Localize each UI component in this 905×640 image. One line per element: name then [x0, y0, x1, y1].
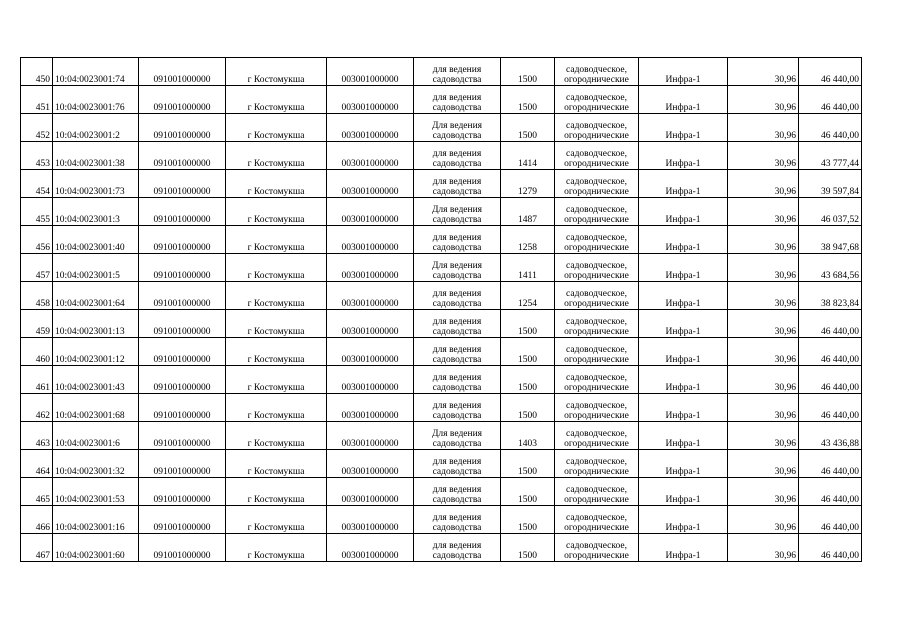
oktmo-code-cell: 091001000000: [139, 338, 226, 366]
area-cell: 1500: [501, 534, 555, 562]
use-type-line-2: огороднические: [564, 271, 629, 281]
use-type-cell: [555, 86, 639, 114]
permitted-use-cell: [414, 142, 501, 170]
table-row: [21, 142, 862, 170]
area-cell: 1500: [501, 310, 555, 338]
use-type-line-1: садоводческое,: [566, 149, 627, 159]
category-code-cell: 003001000000: [327, 478, 414, 506]
cadastral-number-cell: 10:04:0023001:73: [53, 170, 139, 198]
permitted-use-line-1: для ведения: [432, 373, 482, 383]
table-row: [21, 422, 862, 450]
use-type-cell: [555, 366, 639, 394]
cadastral-number-cell: 10:04:0023001:53: [53, 478, 139, 506]
oktmo-code-cell: 091001000000: [139, 86, 226, 114]
rate-cell: 30,96: [728, 58, 799, 86]
oktmo-code-cell: 091001000000: [139, 534, 226, 562]
use-type-cell: [555, 450, 639, 478]
locality-cell: г Костомукша: [226, 338, 327, 366]
table-row: [21, 366, 862, 394]
rate-cell: 30,96: [728, 114, 799, 142]
oktmo-code-cell: 091001000000: [139, 58, 226, 86]
row-number-cell: 451: [21, 86, 53, 114]
infrastructure-cell: Инфра-1: [639, 142, 728, 170]
use-type-line-2: огороднические: [564, 243, 629, 253]
infrastructure-cell: Инфра-1: [639, 226, 728, 254]
locality-cell: г Костомукша: [226, 86, 327, 114]
permitted-use-cell: [414, 198, 501, 226]
area-cell: 1500: [501, 86, 555, 114]
rate-cell: 30,96: [728, 170, 799, 198]
use-type-cell: [555, 310, 639, 338]
locality-cell: г Костомукша: [226, 366, 327, 394]
use-type-cell: [555, 282, 639, 310]
locality-cell: г Костомукша: [226, 58, 327, 86]
permitted-use-line-1: для ведения: [432, 485, 482, 495]
area-cell: 1500: [501, 338, 555, 366]
rate-cell: 30,96: [728, 394, 799, 422]
use-type-line-2: огороднические: [564, 467, 629, 477]
permitted-use-cell: [414, 422, 501, 450]
row-number-cell: 455: [21, 198, 53, 226]
infrastructure-cell: Инфра-1: [639, 338, 728, 366]
use-type-cell: [555, 142, 639, 170]
permitted-use-line-1: для ведения: [432, 457, 482, 467]
permitted-use-cell: [414, 534, 501, 562]
permitted-use-line-2: садоводства: [432, 271, 482, 281]
infrastructure-cell: Инфра-1: [639, 58, 728, 86]
locality-cell: г Костомукша: [226, 142, 327, 170]
land-register-table: [20, 57, 862, 562]
area-cell: 1500: [501, 506, 555, 534]
area-cell: 1414: [501, 142, 555, 170]
oktmo-code-cell: 091001000000: [139, 478, 226, 506]
table-row: [21, 310, 862, 338]
row-number-cell: 458: [21, 282, 53, 310]
use-type-cell: [555, 254, 639, 282]
use-type-line-2: огороднические: [564, 383, 629, 393]
permitted-use-line-1: Для ведения: [431, 261, 483, 271]
category-code-cell: 003001000000: [327, 114, 414, 142]
cadastral-number-cell: 10:04:0023001:13: [53, 310, 139, 338]
use-type-line-1: садоводческое,: [566, 233, 627, 243]
table-row: [21, 478, 862, 506]
category-code-cell: 003001000000: [327, 310, 414, 338]
permitted-use-line-2: садоводства: [432, 467, 482, 477]
cadastral-number-cell: 10:04:0023001:40: [53, 226, 139, 254]
row-number-cell: 450: [21, 58, 53, 86]
rate-cell: 30,96: [728, 506, 799, 534]
cadastral-number-cell: 10:04:0023001:32: [53, 450, 139, 478]
rate-cell: 30,96: [728, 366, 799, 394]
permitted-use-line-1: для ведения: [432, 513, 482, 523]
permitted-use-cell: [414, 394, 501, 422]
locality-cell: г Костомукша: [226, 534, 327, 562]
category-code-cell: 003001000000: [327, 226, 414, 254]
infrastructure-cell: Инфра-1: [639, 366, 728, 394]
rate-cell: 30,96: [728, 254, 799, 282]
category-code-cell: 003001000000: [327, 338, 414, 366]
cadastral-value-cell: 43 436,88: [799, 422, 862, 450]
category-code-cell: 003001000000: [327, 282, 414, 310]
area-cell: 1500: [501, 450, 555, 478]
oktmo-code-cell: 091001000000: [139, 506, 226, 534]
locality-cell: г Костомукша: [226, 422, 327, 450]
oktmo-code-cell: 091001000000: [139, 170, 226, 198]
cadastral-value-cell: 46 440,00: [799, 114, 862, 142]
oktmo-code-cell: 091001000000: [139, 142, 226, 170]
oktmo-code-cell: 091001000000: [139, 282, 226, 310]
rate-cell: 30,96: [728, 534, 799, 562]
cadastral-number-cell: 10:04:0023001:5: [53, 254, 139, 282]
use-type-cell: [555, 478, 639, 506]
category-code-cell: 003001000000: [327, 506, 414, 534]
permitted-use-line-1: для ведения: [432, 317, 482, 327]
rate-cell: 30,96: [728, 198, 799, 226]
rate-cell: 30,96: [728, 422, 799, 450]
use-type-cell: [555, 394, 639, 422]
permitted-use-line-2: садоводства: [432, 355, 482, 365]
permitted-use-cell: [414, 86, 501, 114]
permitted-use-cell: [414, 226, 501, 254]
oktmo-code-cell: 091001000000: [139, 254, 226, 282]
locality-cell: г Костомукша: [226, 114, 327, 142]
infrastructure-cell: Инфра-1: [639, 282, 728, 310]
locality-cell: г Костомукша: [226, 282, 327, 310]
category-code-cell: 003001000000: [327, 170, 414, 198]
use-type-line-1: садоводческое,: [566, 457, 627, 467]
use-type-cell: [555, 338, 639, 366]
infrastructure-cell: Инфра-1: [639, 478, 728, 506]
use-type-line-1: садоводческое,: [566, 541, 627, 551]
row-number-cell: 456: [21, 226, 53, 254]
rate-cell: 30,96: [728, 86, 799, 114]
permitted-use-line-2: садоводства: [432, 411, 482, 421]
oktmo-code-cell: 091001000000: [139, 198, 226, 226]
use-type-cell: [555, 114, 639, 142]
permitted-use-line-2: садоводства: [432, 299, 482, 309]
permitted-use-line-1: для ведения: [432, 233, 482, 243]
rate-cell: 30,96: [728, 450, 799, 478]
locality-cell: г Костомукша: [226, 450, 327, 478]
cadastral-value-cell: 38 947,68: [799, 226, 862, 254]
permitted-use-line-2: садоводства: [432, 383, 482, 393]
row-number-cell: 464: [21, 450, 53, 478]
cadastral-number-cell: 10:04:0023001:6: [53, 422, 139, 450]
permitted-use-cell: [414, 338, 501, 366]
locality-cell: г Костомукша: [226, 478, 327, 506]
use-type-line-1: садоводческое,: [566, 289, 627, 299]
cadastral-value-cell: 46 440,00: [799, 534, 862, 562]
locality-cell: г Костомукша: [226, 198, 327, 226]
table-row: [21, 198, 862, 226]
use-type-line-1: садоводческое,: [566, 373, 627, 383]
use-type-line-2: огороднические: [564, 411, 629, 421]
use-type-cell: [555, 58, 639, 86]
permitted-use-cell: [414, 58, 501, 86]
table-row: [21, 226, 862, 254]
use-type-cell: [555, 534, 639, 562]
infrastructure-cell: Инфра-1: [639, 506, 728, 534]
category-code-cell: 003001000000: [327, 534, 414, 562]
use-type-line-1: садоводческое,: [566, 317, 627, 327]
use-type-line-2: огороднические: [564, 159, 629, 169]
table-row: [21, 254, 862, 282]
use-type-line-1: садоводческое,: [566, 485, 627, 495]
infrastructure-cell: Инфра-1: [639, 114, 728, 142]
rate-cell: 30,96: [728, 338, 799, 366]
use-type-line-1: садоводческое,: [566, 345, 627, 355]
permitted-use-cell: [414, 254, 501, 282]
permitted-use-line-2: садоводства: [432, 439, 482, 449]
rate-cell: 30,96: [728, 478, 799, 506]
area-cell: 1500: [501, 114, 555, 142]
use-type-line-2: огороднические: [564, 355, 629, 365]
infrastructure-cell: Инфра-1: [639, 86, 728, 114]
permitted-use-cell: [414, 114, 501, 142]
cadastral-value-cell: 46 440,00: [799, 478, 862, 506]
cadastral-number-cell: 10:04:0023001:64: [53, 282, 139, 310]
cadastral-number-cell: 10:04:0023001:38: [53, 142, 139, 170]
permitted-use-cell: [414, 310, 501, 338]
use-type-cell: [555, 198, 639, 226]
oktmo-code-cell: 091001000000: [139, 394, 226, 422]
oktmo-code-cell: 091001000000: [139, 422, 226, 450]
permitted-use-cell: [414, 478, 501, 506]
use-type-cell: [555, 170, 639, 198]
cadastral-value-cell: 46 440,00: [799, 58, 862, 86]
permitted-use-line-2: садоводства: [432, 243, 482, 253]
cadastral-value-cell: 46 440,00: [799, 366, 862, 394]
rate-cell: 30,96: [728, 142, 799, 170]
locality-cell: г Костомукша: [226, 226, 327, 254]
use-type-line-2: огороднические: [564, 299, 629, 309]
area-cell: 1279: [501, 170, 555, 198]
area-cell: 1258: [501, 226, 555, 254]
area-cell: 1411: [501, 254, 555, 282]
infrastructure-cell: Инфра-1: [639, 394, 728, 422]
row-number-cell: 467: [21, 534, 53, 562]
cadastral-value-cell: 46 440,00: [799, 86, 862, 114]
permitted-use-cell: [414, 506, 501, 534]
cadastral-value-cell: 39 597,84: [799, 170, 862, 198]
permitted-use-line-1: для ведения: [432, 401, 482, 411]
row-number-cell: 460: [21, 338, 53, 366]
rate-cell: 30,96: [728, 282, 799, 310]
area-cell: 1500: [501, 366, 555, 394]
permitted-use-line-2: садоводства: [432, 187, 482, 197]
category-code-cell: 003001000000: [327, 58, 414, 86]
oktmo-code-cell: 091001000000: [139, 310, 226, 338]
category-code-cell: 003001000000: [327, 142, 414, 170]
cadastral-value-cell: 46 440,00: [799, 450, 862, 478]
table-row: [21, 86, 862, 114]
cadastral-value-cell: 46 440,00: [799, 338, 862, 366]
row-number-cell: 452: [21, 114, 53, 142]
row-number-cell: 466: [21, 506, 53, 534]
permitted-use-line-2: садоводства: [432, 215, 482, 225]
row-number-cell: 465: [21, 478, 53, 506]
locality-cell: г Костомукша: [226, 506, 327, 534]
cadastral-value-cell: 46 440,00: [799, 506, 862, 534]
row-number-cell: 454: [21, 170, 53, 198]
cadastral-value-cell: 43 777,44: [799, 142, 862, 170]
cadastral-number-cell: 10:04:0023001:43: [53, 366, 139, 394]
row-number-cell: 459: [21, 310, 53, 338]
permitted-use-line-1: для ведения: [432, 345, 482, 355]
cadastral-value-cell: 38 823,84: [799, 282, 862, 310]
row-number-cell: 463: [21, 422, 53, 450]
permitted-use-line-2: садоводства: [432, 103, 482, 113]
oktmo-code-cell: 091001000000: [139, 450, 226, 478]
infrastructure-cell: Инфра-1: [639, 310, 728, 338]
area-cell: 1403: [501, 422, 555, 450]
cadastral-number-cell: 10:04:0023001:2: [53, 114, 139, 142]
use-type-cell: [555, 422, 639, 450]
permitted-use-line-2: садоводства: [432, 159, 482, 169]
row-number-cell: 453: [21, 142, 53, 170]
use-type-line-2: огороднические: [564, 495, 629, 505]
cadastral-value-cell: 46 440,00: [799, 310, 862, 338]
use-type-line-1: садоводческое,: [566, 121, 627, 131]
row-number-cell: 461: [21, 366, 53, 394]
table-body: [21, 58, 862, 562]
permitted-use-line-1: Для ведения: [431, 429, 483, 439]
table-row: [21, 58, 862, 86]
infrastructure-cell: Инфра-1: [639, 422, 728, 450]
cadastral-number-cell: 10:04:0023001:76: [53, 86, 139, 114]
category-code-cell: 003001000000: [327, 422, 414, 450]
use-type-line-2: огороднические: [564, 131, 629, 141]
use-type-line-1: садоводческое,: [566, 513, 627, 523]
category-code-cell: 003001000000: [327, 394, 414, 422]
locality-cell: г Костомукша: [226, 254, 327, 282]
use-type-line-1: садоводческое,: [566, 205, 627, 215]
area-cell: 1487: [501, 198, 555, 226]
use-type-cell: [555, 226, 639, 254]
permitted-use-cell: [414, 282, 501, 310]
use-type-line-2: огороднические: [564, 187, 629, 197]
use-type-line-2: огороднические: [564, 523, 629, 533]
use-type-line-2: огороднические: [564, 551, 629, 561]
cadastral-value-cell: 46 037,52: [799, 198, 862, 226]
permitted-use-line-2: садоводства: [432, 523, 482, 533]
table-row: [21, 506, 862, 534]
use-type-line-2: огороднические: [564, 215, 629, 225]
row-number-cell: 457: [21, 254, 53, 282]
area-cell: 1500: [501, 58, 555, 86]
permitted-use-line-1: для ведения: [432, 93, 482, 103]
cadastral-number-cell: 10:04:0023001:16: [53, 506, 139, 534]
permitted-use-line-2: садоводства: [432, 495, 482, 505]
permitted-use-line-2: садоводства: [432, 327, 482, 337]
infrastructure-cell: Инфра-1: [639, 170, 728, 198]
cadastral-number-cell: 10:04:0023001:12: [53, 338, 139, 366]
use-type-line-1: садоводческое,: [566, 429, 627, 439]
permitted-use-line-2: садоводства: [432, 131, 482, 141]
table-row: [21, 170, 862, 198]
permitted-use-line-1: Для ведения: [431, 121, 483, 131]
category-code-cell: 003001000000: [327, 450, 414, 478]
use-type-line-2: огороднические: [564, 103, 629, 113]
permitted-use-line-2: садоводства: [432, 551, 482, 561]
cadastral-number-cell: 10:04:0023001:60: [53, 534, 139, 562]
use-type-line-1: садоводческое,: [566, 65, 627, 75]
table-row: [21, 534, 862, 562]
table-row: [21, 450, 862, 478]
oktmo-code-cell: 091001000000: [139, 366, 226, 394]
permitted-use-cell: [414, 170, 501, 198]
oktmo-code-cell: 091001000000: [139, 114, 226, 142]
use-type-cell: [555, 506, 639, 534]
infrastructure-cell: Инфра-1: [639, 254, 728, 282]
permitted-use-line-1: для ведения: [432, 289, 482, 299]
cadastral-number-cell: 10:04:0023001:74: [53, 58, 139, 86]
area-cell: 1500: [501, 478, 555, 506]
infrastructure-cell: Инфра-1: [639, 450, 728, 478]
permitted-use-cell: [414, 450, 501, 478]
rate-cell: 30,96: [728, 226, 799, 254]
use-type-line-1: садоводческое,: [566, 177, 627, 187]
use-type-line-1: садоводческое,: [566, 93, 627, 103]
use-type-line-2: огороднические: [564, 327, 629, 337]
locality-cell: г Костомукша: [226, 394, 327, 422]
table-row: [21, 394, 862, 422]
permitted-use-line-1: для ведения: [432, 65, 482, 75]
use-type-line-2: огороднические: [564, 75, 629, 85]
oktmo-code-cell: 091001000000: [139, 226, 226, 254]
infrastructure-cell: Инфра-1: [639, 198, 728, 226]
category-code-cell: 003001000000: [327, 198, 414, 226]
area-cell: 1254: [501, 282, 555, 310]
table-row: [21, 282, 862, 310]
infrastructure-cell: Инфра-1: [639, 534, 728, 562]
cadastral-value-cell: 43 684,56: [799, 254, 862, 282]
permitted-use-cell: [414, 366, 501, 394]
area-cell: 1500: [501, 394, 555, 422]
category-code-cell: 003001000000: [327, 254, 414, 282]
use-type-line-1: садоводческое,: [566, 401, 627, 411]
permitted-use-line-2: садоводства: [432, 75, 482, 85]
cadastral-value-cell: 46 440,00: [799, 394, 862, 422]
locality-cell: г Костомукша: [226, 310, 327, 338]
category-code-cell: 003001000000: [327, 86, 414, 114]
row-number-cell: 462: [21, 394, 53, 422]
category-code-cell: 003001000000: [327, 366, 414, 394]
rate-cell: 30,96: [728, 310, 799, 338]
table-row: [21, 338, 862, 366]
permitted-use-line-1: для ведения: [432, 177, 482, 187]
cadastral-number-cell: 10:04:0023001:3: [53, 198, 139, 226]
cadastral-number-cell: 10:04:0023001:68: [53, 394, 139, 422]
permitted-use-line-1: Для ведения: [431, 205, 483, 215]
permitted-use-line-1: для ведения: [432, 541, 482, 551]
locality-cell: г Костомукша: [226, 170, 327, 198]
permitted-use-line-1: для ведения: [432, 149, 482, 159]
use-type-line-2: огороднические: [564, 439, 629, 449]
use-type-line-1: садоводческое,: [566, 261, 627, 271]
table-row: [21, 114, 862, 142]
